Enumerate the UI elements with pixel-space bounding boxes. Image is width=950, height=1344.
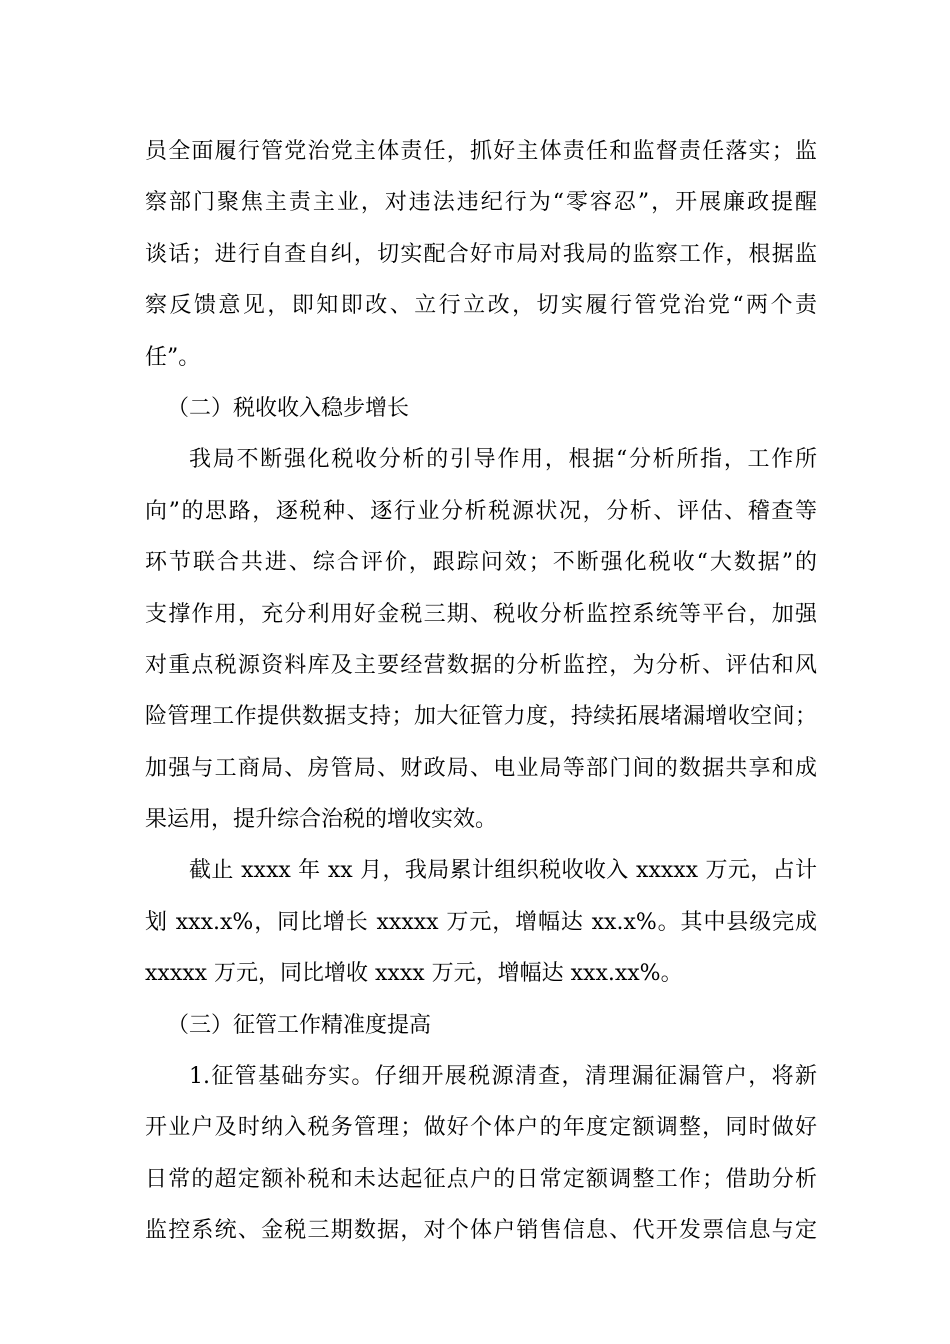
text-line: 支撑作用，充分利用好金税三期、税收分析监控系统等平台，加强 xyxy=(145,601,817,627)
text-line: 开业户及时纳入税务管理；做好个体户的年度定额调整，同时做好 xyxy=(145,1115,817,1141)
paragraph-first-line: 1.征管基础夯实。仔细开展税源清查，清理漏征漏管户，将新 xyxy=(189,1064,817,1090)
text-line: 对重点税源资料库及主要经营数据的分析监控，为分析、评估和风 xyxy=(145,652,817,678)
text-line: 环节联合共进、综合评价，跟踪问效；不断强化税收“大数据”的 xyxy=(145,550,817,576)
text-line: 向”的思路，逐税种、逐行业分析税源状况，分析、评估、稽查等 xyxy=(145,498,817,524)
section-heading: （二）税收收入稳步增长 xyxy=(167,395,410,421)
text-line: 果运用，提升综合治税的增收实效。 xyxy=(145,807,498,833)
section-heading: （三）征管工作精准度提高 xyxy=(167,1012,432,1038)
text-line: 察反馈意见，即知即改、立行立改，切实履行管党治党“两个责 xyxy=(145,293,817,319)
text-line: 日常的超定额补税和未达起征点户的日常定额调整工作；借助分析 xyxy=(145,1166,817,1192)
text-line: 划 xxx.x%，同比增长 xxxxx 万元，增幅达 xx.x%。其中县级完成 xyxy=(145,909,817,935)
document-page xyxy=(145,126,817,1257)
text-line: 谈话；进行自查自纠，切实配合好市局对我局的监察工作，根据监 xyxy=(145,241,817,267)
text-line: 加强与工商局、房管局、财政局、电业局等部门间的数据共享和成 xyxy=(145,755,817,781)
paragraph-first-line: 截止 xxxx 年 xx 月，我局累计组织税收收入 xxxxx 万元，占计 xyxy=(189,858,817,884)
text-line: 员全面履行管党治党主体责任，抓好主体责任和监督责任落实；监 xyxy=(145,139,817,164)
text-line: xxxxx 万元，同比增收 xxxx 万元，增幅达 xxx.xx%。 xyxy=(145,961,683,987)
text-line: 监控系统、金税三期数据，对个体户销售信息、代开发票信息与定 xyxy=(145,1218,817,1244)
text-line: 察部门聚焦主责主业，对违法违纪行为“零容忍”，开展廉政提醒 xyxy=(145,190,817,216)
paragraph-first-line: 我局不断强化税收分析的引导作用，根据“分析所指，工作所 xyxy=(189,447,817,473)
text-line: 任”。 xyxy=(145,344,201,370)
text-line: 险管理工作提供数据支持；加大征管力度，持续拓展堵漏增收空间； xyxy=(145,704,817,730)
